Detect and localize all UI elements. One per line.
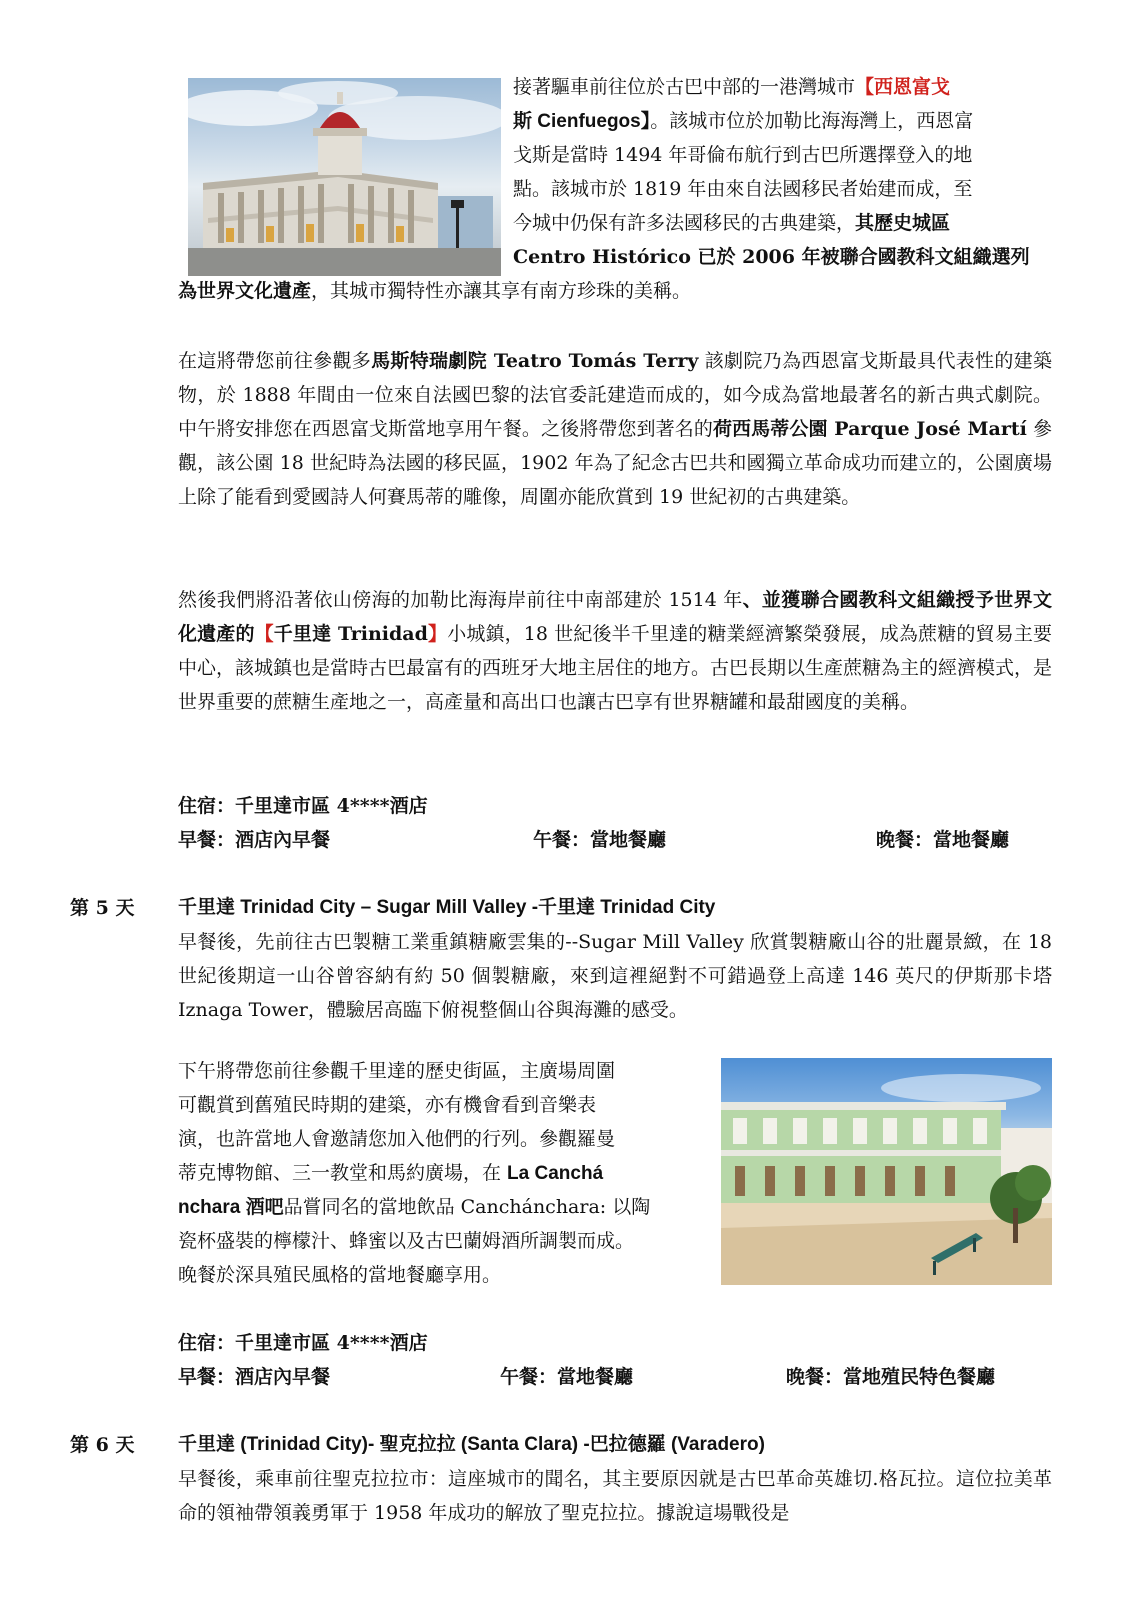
hotel-info-1: 住宿：千里達市區 4****酒店	[178, 795, 428, 817]
teatro-tomas-terry-name: 馬斯特瑞劇院 Teatro Tomás Terry	[371, 350, 699, 372]
cienfuegos-line-3: 戈斯是當時 1494 年哥倫布航行到古巴所選擇登入的地	[513, 144, 973, 166]
day-5-p2-line-5: nchara 酒吧品嘗同名的當地飲品 Canchánchara: 以陶	[178, 1196, 651, 1218]
day-5-p2-line-6: 瓷杯盛裝的檸檬汁、蜂蜜以及古巴蘭姆酒所調製而成。	[178, 1230, 635, 1252]
parque-jose-marti-name: 荷西馬蒂公園 Parque José Martí	[712, 418, 1027, 440]
day-6-label: 第 6 天	[70, 1434, 135, 1456]
day-5-p2-line-3: 演，也許當地人會邀請您加入他們的行列。參觀羅曼	[178, 1128, 616, 1150]
day-5-title: 千里達 Trinidad City – Sugar Mill Valley -千里達 Trinidad City	[178, 897, 716, 918]
palace-illustration	[188, 78, 501, 276]
day-6-title: 千里達 (Trinidad City)- 聖克拉拉 (Santa Clara) -巴拉德羅 (Varadero)	[178, 1434, 765, 1455]
hotel-info-2: 住宿：千里達市區 4****酒店	[178, 1332, 428, 1354]
trinidad-paragraph: 然後我們將沿著依山傍海的加勒比海海岸前往中南部建於 1514 年、並獲聯合國教科文組織授予世界文化遺產的【千里達 Trinidad】小城鎮，18 世紀後半千里達的糖業經濟繁榮發展，成為蔗糖的貿易主要中心，該城鎮也是當時古巴最富有的西班牙大地主居住的地方。古巴長期以生產蔗糖為主的經濟模式，是世界重要的蔗糖生產地之一，高產量和高出口也讓古巴享有世界糖罐和最甜國度的美稱。	[178, 589, 1053, 713]
cienfuegos-line-5: 今城中仍保有許多法國移民的古典建築，其歷史城區	[513, 212, 951, 234]
day-5-p2-line-4: 蒂克博物館、三一教堂和馬約廣場，在 La Canchá	[178, 1162, 604, 1184]
cienfuegos-palace-photo	[188, 78, 501, 276]
cienfuegos-line-2: 斯 Cienfuegos】。該城市位於加勒比海海灣上，西恩富	[513, 110, 974, 132]
breakfast-info-2: 早餐：酒店內早餐	[178, 1366, 331, 1388]
cienfuegos-line-1: 接著驅車前往位於古巴中部的一港灣城市【西恩富戈	[513, 76, 951, 98]
day-5-p2-line-7: 晚餐於深具殖民風格的當地餐廳享用。	[178, 1264, 502, 1286]
day-5-paragraph-1: 早餐後，先前往古巴製糖工業重鎮糖廠雲集的--Sugar Mill Valley 欣賞製糖廠山谷的壯麗景緻，在 18 世紀後期這一山谷曾容納有約 50 個製糖廠，來到這裡絕對不可錯過登上高達 146 英尺的伊斯那卡塔 Iznaga Tower，體驗居高臨下俯視整個山谷與海灘的感受。	[178, 931, 1052, 1021]
lunch-info-2: 午餐：當地餐廳	[500, 1366, 634, 1388]
cienfuegos-line-4: 點。該城市於 1819 年由來自法國移民者始建而成，至	[513, 178, 973, 200]
cienfuegos-line-7: 為世界文化遺產，其城市獨特性亦讓其享有南方珍珠的美稱。	[178, 280, 692, 302]
teatro-paragraph: 在這將帶您前往參觀多馬斯特瑞劇院 Teatro Tomás Terry 該劇院乃為西恩富戈斯最具代表性的建築物，於 1888 年間由一位來自法國巴黎的法官委託建造而成的，如今成為當地最著名的新古典式劇院。中午將安排您在西恩富戈斯當地享用午餐。之後將帶您到著名的荷西馬蒂公園 Parque José Martí 參觀，該公園 18 世紀時為法國的移民區，1902 年為了紀念古巴共和國獨立革命成功而建立的，公園廣場上除了能看到愛國詩人何賽馬蒂的雕像，周圍亦能欣賞到 19 世紀初的古典建築。	[178, 350, 1052, 508]
trinidad-name: 千里達 Trinidad	[273, 623, 428, 645]
day-5-p2-line-2: 可觀賞到舊殖民時期的建築，亦有機會看到音樂表	[178, 1094, 597, 1116]
dinner-info-2: 晚餐：當地殖民特色餐廳	[786, 1366, 996, 1388]
trinidad-colonial-photo	[721, 1058, 1052, 1285]
lunch-info-1: 午餐：當地餐廳	[533, 829, 667, 851]
cienfuegos-line-6: Centro Histórico 已於 2006 年被聯合國教科文組織選列	[513, 246, 1030, 268]
day-5-p2-line-1: 下午將帶您前往參觀千里達的歷史街區，主廣場周圍	[178, 1060, 616, 1082]
breakfast-info-1: 早餐：酒店內早餐	[178, 829, 331, 851]
day-5-label: 第 5 天	[70, 897, 135, 919]
dinner-info-1: 晚餐：當地餐廳	[876, 829, 1010, 851]
trinidad-illustration	[721, 1058, 1052, 1285]
day-6-paragraph-1: 早餐後，乘車前往聖克拉拉市：這座城市的聞名，其主要原因就是古巴革命英雄切.格瓦拉。這位拉美革命的領袖帶領義勇軍于 1958 年成功的解放了聖克拉拉。據說這場戰役是	[178, 1468, 1052, 1524]
